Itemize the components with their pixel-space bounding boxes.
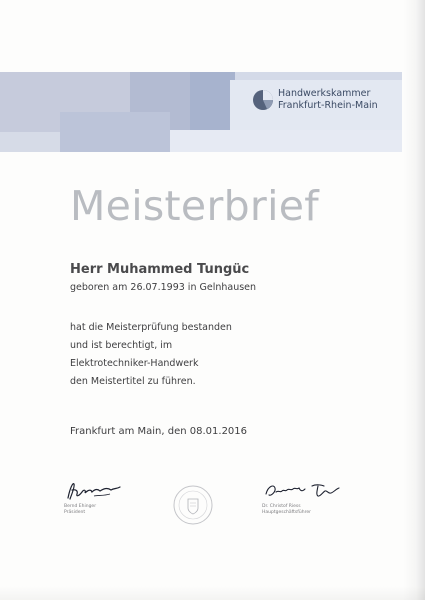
scan-edge-shadow-right: [403, 0, 425, 600]
header-band: [0, 72, 402, 152]
chamber-name: [278, 88, 378, 112]
scan-edge-shadow-bottom: [0, 586, 425, 600]
hwk-logo-icon: [252, 89, 274, 111]
left-signer-role: Präsident: [64, 510, 86, 515]
left-signature-icon: [64, 478, 124, 504]
band-block: [60, 112, 170, 152]
right-signer-name: Dr. Christof Riess: [262, 504, 301, 509]
right-signer-role: Hauptgeschäftsführer: [262, 510, 311, 515]
band-block: [0, 132, 60, 152]
chamber-name-line2: Frankfurt-Rhein-Main: [278, 100, 378, 111]
official-seal-icon: [172, 484, 214, 526]
body-line-2: und ist berechtigt, im: [70, 340, 173, 351]
left-signature-block: [64, 478, 124, 516]
right-signature-icon: [262, 478, 344, 504]
band-block: [170, 130, 402, 152]
chamber-logo: [230, 80, 402, 130]
recipient-name: Herr Muhammed Tungüc: [70, 262, 250, 277]
certificate-title: Meisterbrief: [70, 182, 320, 230]
left-signer-name: Bernd Ehinger: [64, 504, 97, 509]
body-line-4: den Meistertitel zu führen.: [70, 376, 196, 387]
birth-line: geboren am 26.07.1993 in Gelnhausen: [70, 282, 257, 293]
body-line-3: Elektrotechniker-Handwerk: [70, 358, 199, 369]
body-line-1: hat die Meisterprüfung bestanden: [70, 322, 232, 333]
right-signature-block: [262, 478, 344, 516]
chamber-name-line1: Handwerkskammer: [278, 88, 371, 99]
place-date: Frankfurt am Main, den 08.01.2016: [70, 426, 248, 437]
